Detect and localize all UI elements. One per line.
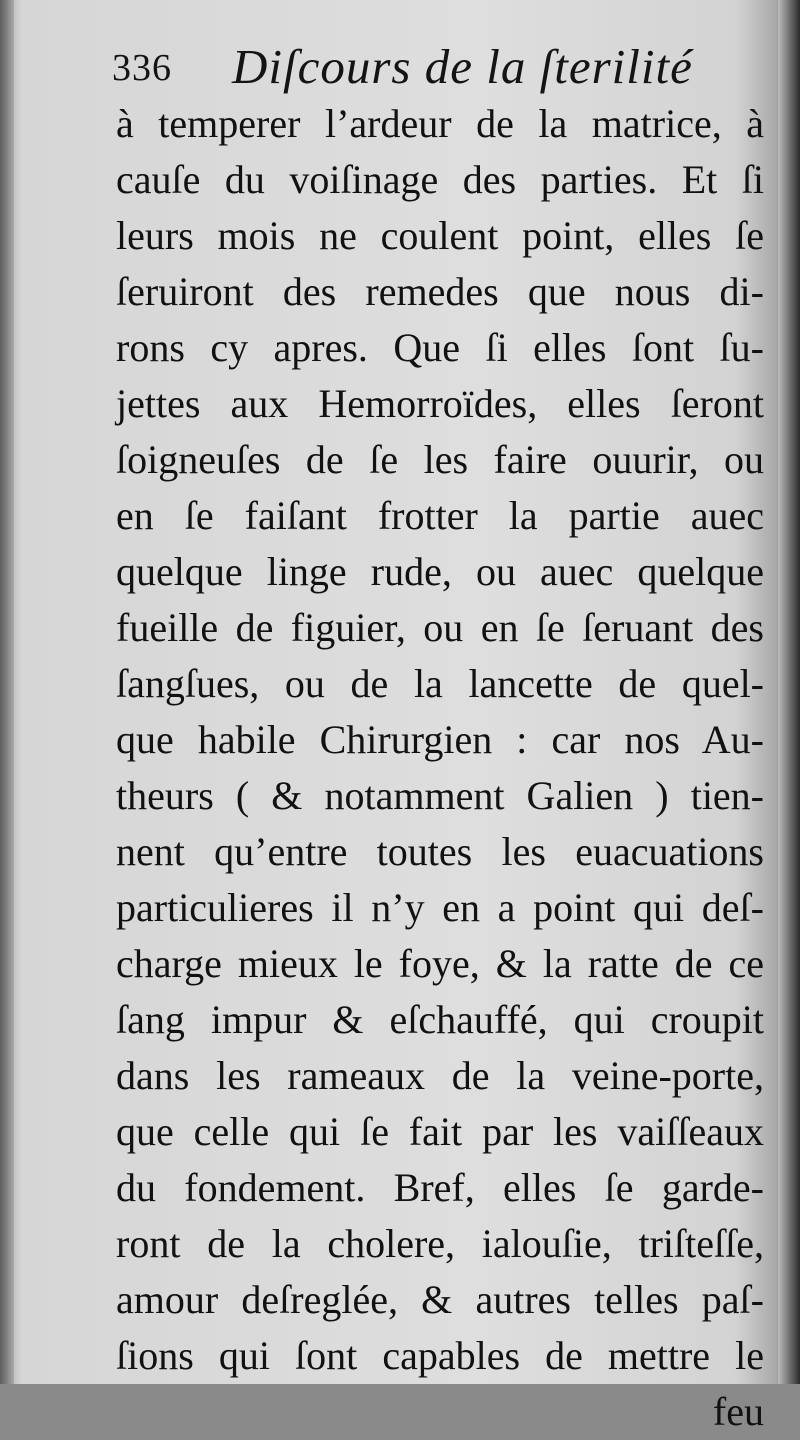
text-line: rons cy apres. Que ſi elles ſont ſu- xyxy=(116,325,764,370)
text-line: jettes aux Hemorroïdes, elles ſeront xyxy=(116,381,764,426)
text-line: ſangſues, ou de la lancette de quel- xyxy=(116,661,764,706)
page-left-edge xyxy=(0,0,14,1384)
text-line: à temperer l’ardeur de la matrice, à xyxy=(116,101,764,146)
body-text xyxy=(116,96,764,1440)
text-line: nent qu’entre toutes les euacuations xyxy=(116,829,764,874)
text-line: dans les rameaux de la veine-porte, xyxy=(116,1053,764,1098)
text-line: particulieres il n’y en a point qui deſ- xyxy=(116,885,764,930)
text-line: du fondement. Bref, elles ſe garde- xyxy=(116,1165,764,1210)
text-line: ſions qui ſont capables de mettre le xyxy=(116,1333,764,1378)
text-line: amour deſreglée, & autres telles paſ- xyxy=(116,1277,764,1322)
page-number: 336 xyxy=(112,47,172,89)
text-line: ſeruiront des remedes que nous di- xyxy=(116,269,764,314)
text-line: quelque linge rude, ou auec quelque xyxy=(116,549,764,594)
text-line: ront de la cholere, ialouſie, triſteſſe, xyxy=(116,1221,764,1266)
text-line: que habile Chirurgien : car nos Au- xyxy=(116,717,764,762)
text-line: cauſe du voiſinage des parties. Et ſi xyxy=(116,157,764,202)
text-line: ſang impur & eſchauffé, qui croupit xyxy=(116,997,764,1042)
catchword: feu xyxy=(712,1389,764,1434)
text-line: charge mieux le foye, & la ratte de ce xyxy=(116,941,764,986)
text-line: que celle qui ſe fait par les vaiſſeaux xyxy=(116,1109,764,1154)
text-line: leurs mois ne coulent point, elles ſe xyxy=(116,213,764,258)
text-line: theurs ( & notamment Galien ) tien- xyxy=(116,773,764,818)
page-right-edge xyxy=(778,0,800,1384)
page-header xyxy=(112,38,762,102)
text-line: en ſe faiſant frotter la partie auec xyxy=(116,493,764,538)
running-title: Diſcours de la ſterilité xyxy=(232,39,693,94)
text-line: fueille de figuier, ou en ſe ſeruant des xyxy=(116,605,764,650)
text-line: ſoigneuſes de ſe les faire ouurir, ou xyxy=(116,437,764,482)
